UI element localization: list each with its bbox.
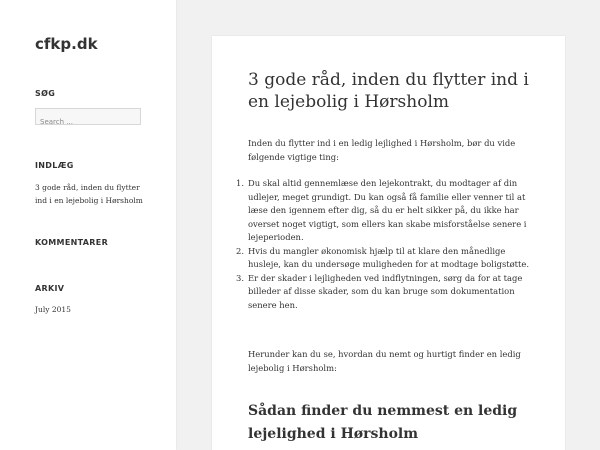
site-title-link[interactable]: cfkp.dk <box>35 35 98 53</box>
list-item-text: Hvis du mangler økonomisk hjælp til at klare den månedlige husleje, kan du undersøge muligheden for at modtage boligstøtte. <box>248 245 530 269</box>
article-subtitle: Sådan finder du nemmest en ledig lejelighed i Hørsholm <box>248 403 518 442</box>
list-item <box>236 272 540 313</box>
list-item <box>236 245 540 272</box>
article-title: 3 gode råd, inden du flytter ind i en lejebolig i Hørsholm <box>248 70 529 112</box>
list-item-number: 3. <box>236 272 244 283</box>
article-card <box>212 36 565 450</box>
comments-widget-heading: KOMMENTARER <box>35 238 109 247</box>
list-item-number: 1. <box>236 178 244 188</box>
list-item-number: 2. <box>236 245 244 256</box>
list-item <box>236 177 540 245</box>
archive-widget-heading: ARKIV <box>35 284 65 293</box>
list-item-text: Du skal altid gennemlæse den lejekontrakt, du modtager af din udlejer, meget grundigt. Du kan også få familie eller venner til at læse den igennem efter dig, så du er helt sikker på, du ikke har overset noget vigtigt, som ellers kan skabe misforståelse senere i lejeperioden. <box>248 178 527 242</box>
list-item-text: Er der skader i lejligheden ved indflytningen, sørg da for at tage billeder af disse skader, som du kan bruge som dokumentation senere hen. <box>248 272 523 310</box>
article-intro: Inden du flytter ind i en ledig lejlighed i Hørsholm, bør du vide følgende vigtige ting: <box>248 138 516 162</box>
article-list <box>236 177 540 312</box>
posts-widget-heading: INDLÆG <box>35 161 74 170</box>
archive-link-july-2015[interactable]: July 2015 <box>35 305 71 314</box>
recent-post-link[interactable]: 3 gode råd, inden du flytter ind i en lejebolig i Hørsholm <box>35 183 143 205</box>
search-box <box>35 108 141 125</box>
search-widget-heading: SØG <box>35 89 56 98</box>
search-input[interactable] <box>36 115 140 130</box>
article-outro: Herunder kan du se, hvordan du nemt og hurtigt finder en ledig lejebolig i Hørsholm: <box>248 349 521 373</box>
sidebar <box>0 0 176 450</box>
